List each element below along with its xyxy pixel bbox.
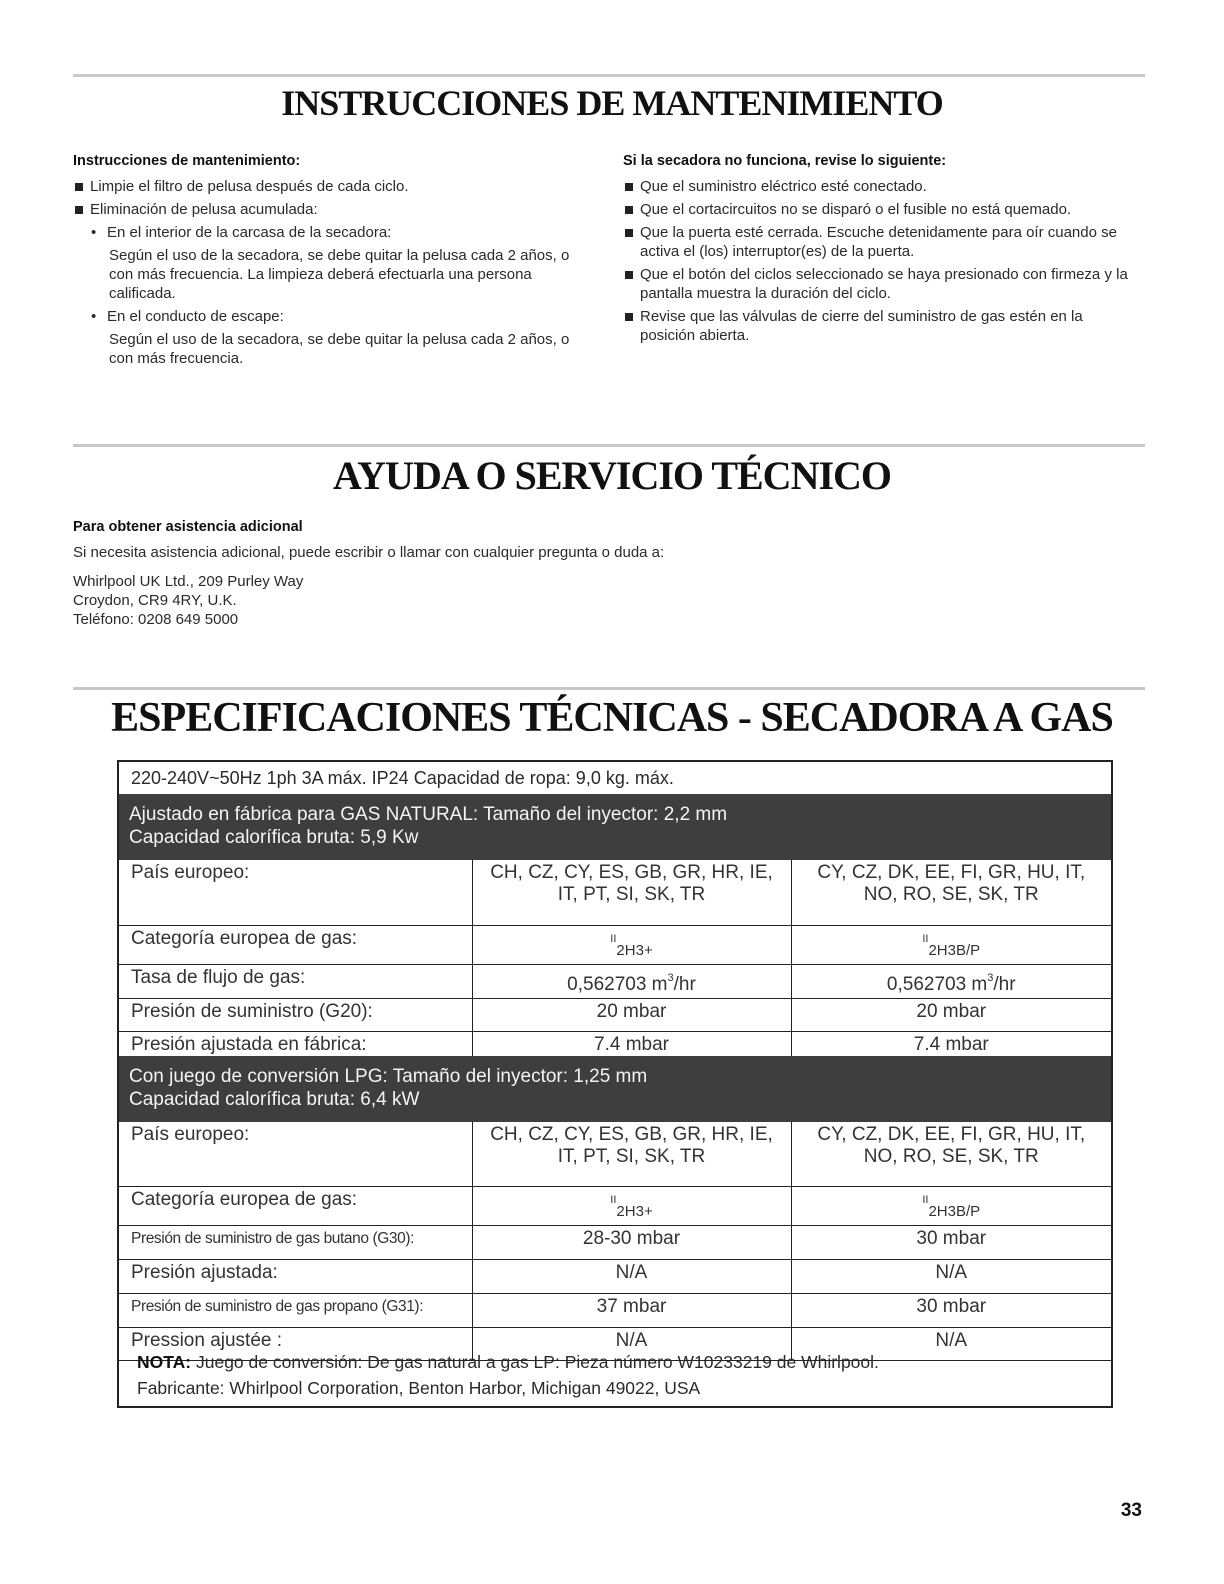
service-text: Si necesita asistencia adicional, puede escribir o llamar con cualquier pregunta o duda a:	[73, 544, 665, 561]
table-cell: 20 mbar	[472, 998, 791, 1031]
list-item: Revise que las válvulas de cierre del suministro de gas estén en la posición abierta.	[623, 307, 1133, 345]
table-row	[119, 1122, 1111, 1186]
service-address: Whirlpool UK Ltd., 209 Purley Way Croydon, CR9 4RY, U.K. Teléfono: 0208 649 5000	[73, 573, 304, 628]
band-line: Con juego de conversión LPG: Tamaño del inyector: 1,25 mm	[129, 1066, 648, 1087]
table-row	[119, 964, 1111, 998]
table-row	[119, 1259, 1111, 1293]
table-cell: CY, CZ, DK, EE, FI, GR, HU, IT, NO, RO, SE, SK, TR	[791, 1122, 1111, 1186]
table-cell: N/A	[791, 1327, 1111, 1360]
table-cell: 7.4 mbar	[913, 1033, 989, 1055]
table-cell: Categoría europea de gas:	[119, 1186, 472, 1225]
bullet-text: Según el uso de la secadora, se debe quitar la pelusa cada 2 años, o con más frecuencia.	[109, 331, 570, 367]
table-cell: 7.4 mbar	[472, 1031, 791, 1063]
table-cell: Categoría europea de gas:	[119, 925, 472, 964]
table-cell: País europeo:	[119, 1122, 472, 1186]
section-divider	[73, 444, 1145, 447]
lpg-table	[119, 1122, 1111, 1361]
table-cell: $^{II}_{2H3+}$	[472, 925, 791, 964]
table-row	[119, 860, 1111, 925]
bullet-text: Según el uso de la secadora, se debe quitar la pelusa cada 2 años, o con más frecuencia. La limpieza deberá efectuarla una persona calificada.	[109, 247, 570, 302]
table-cell: País europeo:	[119, 860, 472, 925]
list-item: Que el suministro eléctrico esté conectado.	[623, 177, 1133, 196]
lpg-band	[119, 1056, 1111, 1122]
service-heading: Para obtener asistencia adicional	[73, 519, 303, 535]
table-cell: $^{II}_{2H3+}$	[472, 1186, 791, 1225]
table-cell: 0,562703 $m^3/hr$	[472, 964, 791, 998]
bullet-item: • En el interior de la carcasa de la secadora:	[91, 223, 593, 242]
table-cell: 30 mbar	[791, 1293, 1111, 1327]
table-row	[119, 1186, 1111, 1225]
list-item: Eliminación de pelusa acumulada:	[73, 200, 593, 219]
maintenance-instructions	[73, 152, 593, 372]
bullet-item: • En el conducto de escape:	[91, 307, 593, 326]
table-cell: Presión de suministro de gas propano (G31):	[119, 1293, 472, 1327]
note-text: Juego de conversión: De gas natural a gas LP: Pieza número W10233219 de Whirlpool.	[195, 1352, 879, 1372]
table-cell: 28-30 mbar	[472, 1225, 791, 1259]
table-cell: Presión de suministro de gas butano (G30):	[119, 1225, 472, 1259]
maintenance-heading: Instrucciones de mantenimiento:	[73, 153, 301, 169]
specs-title: ESPECIFICACIONES TÉCNICAS - SECADORA A GAS	[111, 695, 1113, 741]
table-cell: 30 mbar	[791, 1225, 1111, 1259]
table-cell: CH, CZ, CY, ES, GB, GR, HR, IE, IT, PT, SI, SK, TR	[472, 860, 791, 925]
natural-gas-band	[119, 794, 1111, 860]
general-specs: 220-240V~50Hz 1ph 3A máx. IP24 Capacidad de ropa: 9,0 kg. máx.	[131, 768, 674, 788]
table-cell: N/A	[791, 1259, 1111, 1293]
table-row	[119, 925, 1111, 964]
table-cell: $^{II}_{2H3B/P}$	[791, 925, 1111, 964]
service-title: AYUDA O SERVICIO TÉCNICO	[332, 453, 892, 498]
spec-box	[117, 760, 1113, 1408]
section-divider	[73, 74, 1145, 77]
table-cell: Presión de suministro (G20):	[119, 998, 472, 1031]
service-info	[73, 518, 664, 629]
page-number: 33	[1120, 1500, 1142, 1521]
table-cell: Presión ajustada en fábrica:	[119, 1031, 472, 1063]
table-cell: N/A	[472, 1327, 791, 1360]
table-row	[119, 1293, 1111, 1327]
table-cell: 37 mbar	[472, 1293, 791, 1327]
list-item: Que el botón del ciclos seleccionado se haya presionado con firmeza y la pantalla muestra la duración del ciclo.	[623, 265, 1133, 303]
troubleshooting-list	[623, 152, 1133, 349]
note-label: NOTA:	[137, 1352, 192, 1372]
table-row	[119, 1225, 1111, 1259]
table-cell: 20 mbar	[791, 998, 1111, 1031]
table-cell: Pression ajustée :	[119, 1327, 472, 1360]
table-cell: $^{II}_{2H3B/P}$	[791, 1186, 1111, 1225]
table-cell: 0,562703 $m^3/hr$	[791, 964, 1111, 998]
natural-gas-table	[119, 860, 1111, 1063]
troubleshooting-heading: Si la secadora no funciona, revise lo siguiente:	[623, 153, 947, 169]
manufacturer-text: Fabricante: Whirlpool Corporation, Benton Harbor, Michigan 49022, USA	[137, 1378, 701, 1398]
list-item: Que la puerta esté cerrada. Escuche detenidamente para oír cuando se activa el (los) interruptor(es) de la puerta.	[623, 223, 1133, 261]
table-cell: CH, CZ, CY, ES, GB, GR, HR, IE, IT, PT, SI, SK, TR	[472, 1122, 791, 1186]
table-cell: Tasa de flujo de gas:	[119, 964, 472, 998]
list-item: Limpie el filtro de pelusa después de cada ciclo.	[73, 177, 593, 196]
maintenance-title: INSTRUCCIONES DE MANTENIMIENTO	[281, 83, 943, 123]
band-line: Capacidad calorífica bruta: 5,9 Kw	[129, 827, 419, 848]
section-divider	[73, 687, 1145, 690]
table-cell: CY, CZ, DK, EE, FI, GR, HU, IT, NO, RO, SE, SK, TR	[791, 860, 1111, 925]
band-line: Capacidad calorífica bruta: 6,4 kW	[129, 1089, 420, 1110]
band-line: Ajustado en fábrica para GAS NATURAL: Tamaño del inyector: 2,2 mm	[129, 804, 728, 825]
table-cell: N/A	[472, 1259, 791, 1293]
table-cell: Presión ajustada:	[119, 1259, 472, 1293]
table-row	[119, 998, 1111, 1031]
spec-note	[119, 1349, 1111, 1401]
list-item: Que el cortacircuitos no se disparó o el fusible no está quemado.	[623, 200, 1133, 219]
